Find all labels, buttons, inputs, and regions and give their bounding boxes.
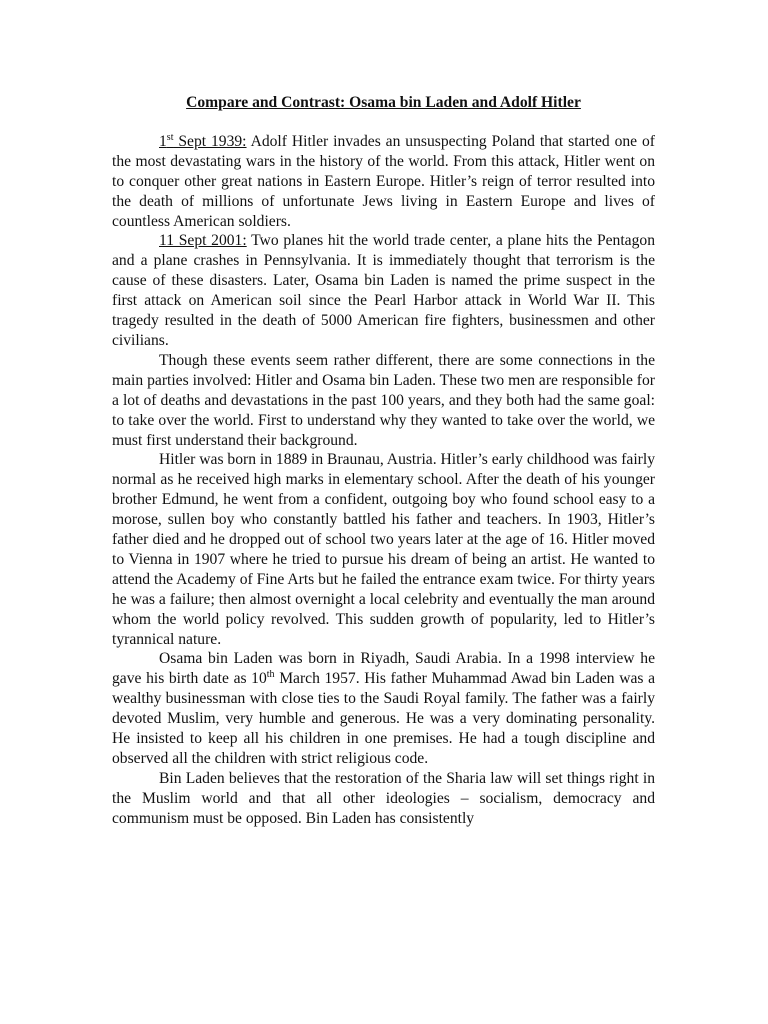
bin-laden-text-before: Osama bin Laden was born in Riyadh, Saudi Arabia. In a 1998 interview he gave his birth date as 10: [112, 650, 655, 688]
paragraph-1939-text: Adolf Hitler invades an unsuspecting Poland that started one of the most devastating wars in the history of the world. From this attack, Hitler went on to conquer other great nations in Eastern Europe. Hitler’s reign of terror resulted into the death of millions of unfortunate Jews living in Eastern Europe and lives of countless American soldiers.: [112, 132, 655, 230]
paragraph-sharia: Bin Laden believes that the restoration of the Sharia law will set things right in the Muslim world and that all other ideologies – socialism, democracy and communism must be opposed. Bin Laden has consistently: [112, 769, 655, 827]
date-2001: 11 Sept 2001:: [159, 232, 247, 250]
paragraph-bin-laden-background: [112, 649, 655, 768]
date-1939: [159, 133, 247, 150]
document-page: [112, 93, 655, 829]
bin-laden-text-after: March 1957. His father Muhammad Awad bin Laden was a wealthy businessman with close ties to the Saudi Royal family. The father was a fairly devoted Muslim, very humble and generous. He was a very dominating personality. He insisted to keep all his children in one premises. He had a tough discipline and observed all the children with strict religious code.: [112, 670, 655, 767]
paragraph-connections: Though these events seem rather different, there are some connections in the main parties involved: Hitler and Osama bin Laden. These two men are responsible for a lot of deaths and devastations in the past 100 years, and they both had the same goal: to take over the world. First to understand why they wanted to take over the world, we must first understand their background.: [112, 351, 655, 449]
paragraph-2001-text: Two planes hit the world trade center, a plane hits the Pentagon and a plane crashes in Pennsylvania. It is immediately thought that terrorism is the cause of these disasters. Later, Osama bin Laden is named the prime suspect in the first attack on American soil since the Pearl Harbor attack in World War II. This tragedy resulted in the death of 5000 American fire fighters, businessmen and other civilians.: [112, 232, 655, 349]
date-1939-day: 1: [159, 132, 167, 150]
document-title: Compare and Contrast: Osama bin Laden and Adolf Hitler: [186, 94, 581, 111]
date-1939-suffix: st: [166, 131, 174, 143]
paragraph-2001: [112, 231, 655, 350]
paragraph-hitler-background: Hitler was born in 1889 in Braunau, Austria. Hitler’s early childhood was fairly normal as he received high marks in elementary school. After the death of his younger brother Edmund, he went from a confident, outgoing boy who found school easy to a morose, sullen boy who constantly battled his father and teachers. In 1903, Hitler’s father died and he dropped out of school two years later at the age of 16. Hitler moved to Vienna in 1907 where he tried to pursue his dream of being an artist. He wanted to attend the Academy of Fine Arts but he failed the entrance exam twice. For thirty years he was a failure; then almost overnight a local celebrity and eventually the man around whom the world policy revolved. This sudden growth of popularity, led to Hitler’s tyrannical nature.: [112, 451, 656, 648]
paragraph-1939: [112, 132, 655, 232]
date-1939-rest: Sept 1939:: [173, 132, 247, 150]
birthdate-suffix: th: [266, 669, 275, 681]
